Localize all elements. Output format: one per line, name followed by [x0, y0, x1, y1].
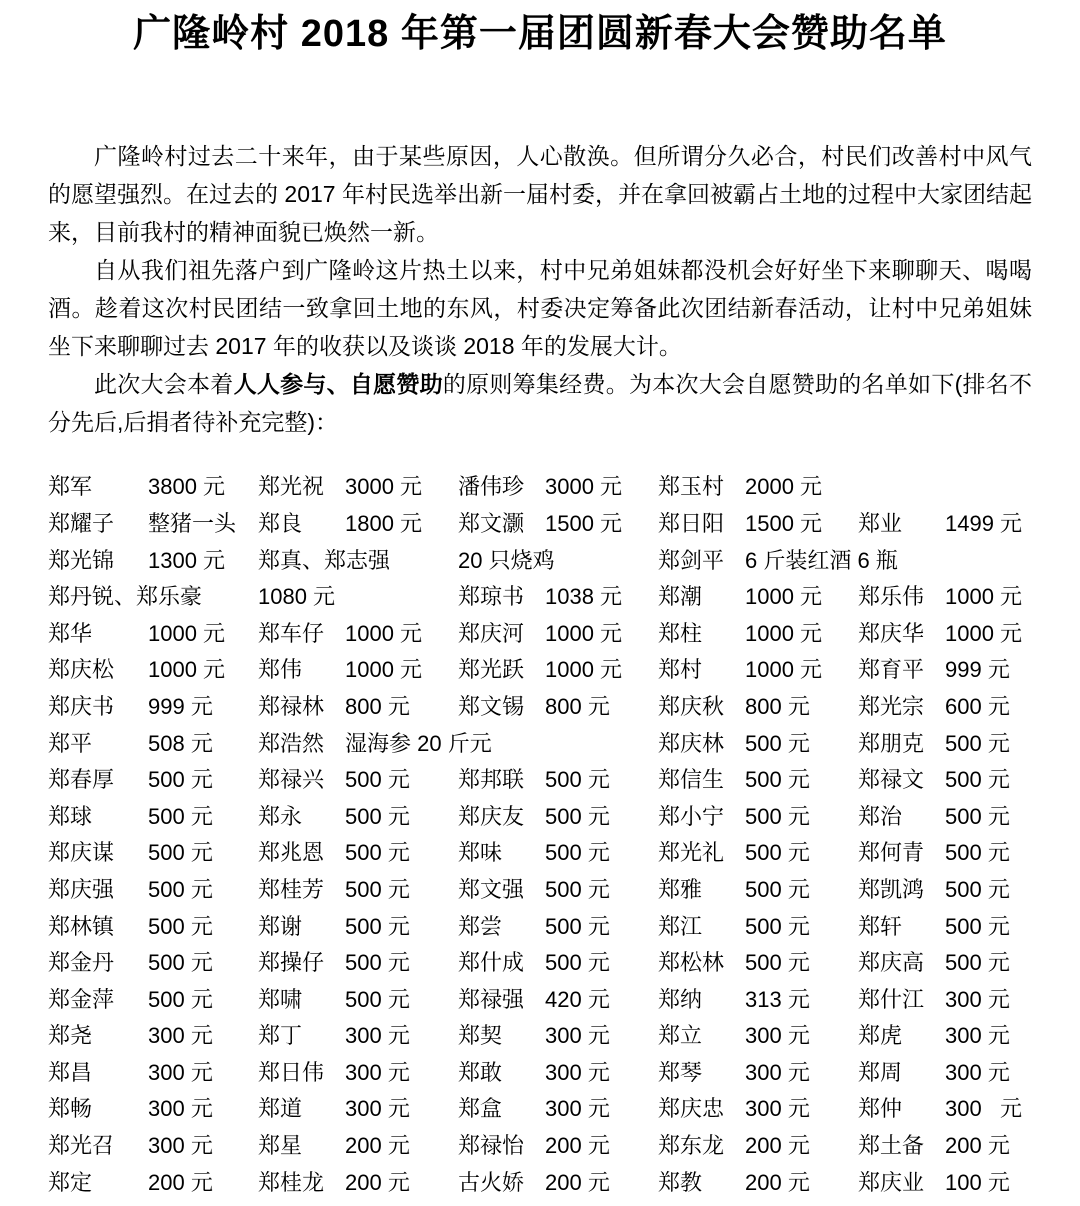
donor-name: 郑什江 [858, 986, 925, 1012]
donor-name: 郑什成 [458, 950, 525, 976]
donor-name: 郑操仔 [258, 950, 325, 976]
donor-name: 郑玉村 [658, 474, 725, 500]
donor-amount: 1000 元 [545, 657, 623, 683]
donor-amount: 300 元 [945, 1023, 1010, 1049]
donor-amount: 300 元 [345, 1059, 410, 1085]
donor-amount: 500 元 [545, 767, 610, 793]
donor-name: 郑良 [258, 510, 303, 536]
donor-amount: 6 斤装红酒 6 瓶 [745, 547, 898, 573]
donor-name: 郑小宁 [658, 803, 725, 829]
donor-name: 郑仲 [858, 1096, 903, 1122]
donor-name [858, 543, 945, 580]
table-row [48, 762, 1032, 799]
paragraph-3-bold-phrase: 人人参与、自愿赞助 [233, 371, 443, 398]
donor-amount: 200 元 [545, 1169, 610, 1195]
donor-amount: 300 元 [148, 1096, 213, 1122]
donor-amount: 500 元 [148, 950, 213, 976]
donor-name: 郑金萍 [48, 986, 115, 1012]
intro-paragraph-2: 自从我们祖先落户到广隆岭这片热土以来，村中兄弟姐妹都没机会好好坐下来聊聊天、喝喝酒。趁着这次村民团结一致拿回土地的东风，村委决定筹备此次团结新春活动，让村中兄弟姐妹坐下来聊聊过去 2017 年的收获以及谈谈 2018 年的发展大计。 [48, 257, 1032, 360]
table-row [48, 872, 1032, 909]
donor-amount [345, 543, 458, 580]
donor-amount: 300 元 [148, 1133, 213, 1159]
donor-name: 郑禄林 [258, 693, 325, 719]
donor-amount: 500 元 [345, 986, 410, 1012]
donor-amount: 3000 元 [345, 474, 423, 500]
donor-amount: 800 元 [545, 693, 610, 719]
donor-name: 郑尝 [458, 913, 503, 939]
table-row [48, 1018, 1032, 1055]
donor-amount: 200 元 [345, 1133, 410, 1159]
donor-amount: 100 元 [945, 1169, 1010, 1195]
donor-amount: 500 元 [148, 913, 213, 939]
donor-amount: 500 元 [545, 840, 610, 866]
donor-amount: 500 元 [745, 876, 810, 902]
donor-amount: 600 元 [945, 693, 1010, 719]
donor-name: 郑光祝 [258, 474, 325, 500]
donor-amount: 3800 元 [148, 474, 226, 500]
donor-amount: 500 元 [745, 767, 810, 793]
donor-name: 郑村 [658, 657, 703, 683]
donor-amount: 湿海参 20 斤元 [345, 730, 492, 756]
donor-name: 郑兆恩 [258, 840, 325, 866]
donor-name: 郑虎 [858, 1023, 903, 1049]
donor-amount: 1000 元 [945, 584, 1023, 610]
donor-name: 郑日伟 [258, 1059, 325, 1085]
donor-name: 郑轩 [858, 913, 903, 939]
donor-amount: 500 元 [148, 803, 213, 829]
donor-amount: 1000 元 [345, 657, 423, 683]
donor-name: 郑朋克 [858, 730, 925, 756]
donor-amount: 300 元 [745, 1059, 810, 1085]
table-row [48, 945, 1032, 982]
donor-name: 郑平 [48, 730, 93, 756]
donor-name: 郑庆松 [48, 657, 115, 683]
donor-amount: 1500 元 [545, 510, 623, 536]
donor-table [0, 469, 1080, 1201]
donor-name: 郑味 [458, 840, 503, 866]
donor-name: 郑金丹 [48, 950, 115, 976]
donor-name: 郑信生 [658, 767, 725, 793]
donor-name: 郑浩然 [258, 730, 325, 756]
donor-name: 郑庆高 [858, 950, 925, 976]
donor-amount: 500 元 [745, 950, 810, 976]
donor-name: 郑纳 [658, 986, 703, 1012]
donor-amount: 500 元 [545, 950, 610, 976]
donor-amount: 2000 元 [745, 474, 823, 500]
donor-amount: 200 元 [148, 1169, 213, 1195]
donor-name: 1080 元 [258, 584, 336, 610]
donor-name: 郑治 [858, 803, 903, 829]
donor-name: 郑庆友 [458, 803, 525, 829]
donor-amount [545, 726, 658, 763]
donor-name: 郑庆忠 [658, 1096, 725, 1122]
table-row [48, 506, 1032, 543]
donor-amount: 1300 元 [148, 547, 226, 573]
donor-name: 郑业 [858, 510, 903, 536]
donor-name: 郑光跃 [458, 657, 525, 683]
donor-name: 郑丹锐、郑乐豪 [48, 584, 203, 610]
donor-amount: 1000 元 [745, 584, 823, 610]
donor-amount: 1000 元 [345, 620, 423, 646]
donor-name: 郑日阳 [658, 510, 725, 536]
donor-name [458, 726, 545, 763]
donor-name: 郑凯鸿 [858, 876, 925, 902]
donor-name: 郑土备 [858, 1133, 925, 1159]
donor-amount: 200 元 [545, 1133, 610, 1159]
donor-name: 郑庆林 [658, 730, 725, 756]
donor-amount: 500 元 [745, 730, 810, 756]
table-row [48, 652, 1032, 689]
donor-name: 郑立 [658, 1023, 703, 1049]
donor-name: 郑光锦 [48, 547, 115, 573]
donor-name: 郑文锡 [458, 693, 525, 719]
table-row [48, 982, 1032, 1019]
donor-amount: 500 元 [945, 876, 1010, 902]
donor-name: 郑桂龙 [258, 1169, 325, 1195]
table-row [48, 579, 1032, 616]
donor-amount: 500 元 [945, 803, 1010, 829]
donor-name: 郑琼书 [458, 584, 525, 610]
donor-amount: 整猪一头 [148, 510, 237, 536]
donor-name: 20 只烧鸡 [458, 547, 555, 573]
donor-name [858, 469, 945, 506]
donor-amount: 200 元 [945, 1133, 1010, 1159]
table-row [48, 726, 1032, 763]
page-title: 广隆岭村 2018 年第一届团圆新春大会赞助名单 [133, 13, 947, 55]
donor-amount: 300 元 [945, 986, 1010, 1012]
donor-amount: 800 元 [345, 693, 410, 719]
donor-amount: 500 元 [148, 840, 213, 866]
donor-name: 郑雅 [658, 876, 703, 902]
donor-amount: 500 元 [345, 950, 410, 976]
donor-name: 郑春厚 [48, 767, 115, 793]
donor-amount: 300 元 [148, 1023, 213, 1049]
donor-name: 郑军 [48, 474, 93, 500]
donor-amount: 500 元 [345, 876, 410, 902]
donor-amount: 200 元 [345, 1169, 410, 1195]
donor-amount: 420 元 [545, 986, 610, 1012]
donor-amount: 1800 元 [345, 510, 423, 536]
donor-name: 郑华 [48, 620, 93, 646]
donor-amount: 500 元 [545, 913, 610, 939]
donor-amount: 1000 元 [148, 620, 226, 646]
donor-name: 郑潮 [658, 584, 703, 610]
donor-amount: 300 元 [345, 1096, 410, 1122]
donor-amount: 1038 元 [545, 584, 623, 610]
donor-amount: 500 元 [545, 876, 610, 902]
table-row [48, 799, 1032, 836]
donor-amount: 1000 元 [745, 620, 823, 646]
donor-name: 郑谢 [258, 913, 303, 939]
donor-amount: 500 元 [745, 840, 810, 866]
donor-amount: 500 元 [148, 876, 213, 902]
donor-amount: 500 元 [148, 986, 213, 1012]
donor-name: 郑庆强 [48, 876, 115, 902]
donor-amount: 500 元 [345, 803, 410, 829]
donor-name: 郑禄文 [858, 767, 925, 793]
donor-name: 郑禄强 [458, 986, 525, 1012]
donor-amount: 500 元 [345, 767, 410, 793]
donor-name: 潘伟珍 [458, 474, 525, 500]
donor-amount: 500 元 [945, 767, 1010, 793]
table-row [48, 1055, 1032, 1092]
donor-amount: 500 元 [345, 913, 410, 939]
donor-name: 郑真、郑志强 [258, 547, 391, 573]
donor-name: 郑球 [48, 803, 93, 829]
donor-name: 郑啸 [258, 986, 303, 1012]
donor-name: 郑育平 [858, 657, 925, 683]
donor-name: 郑尧 [48, 1023, 93, 1049]
donor-amount: 1000 元 [745, 657, 823, 683]
table-row [48, 616, 1032, 653]
donor-amount: 500 元 [148, 767, 213, 793]
table-row [48, 543, 1032, 580]
donor-name: 郑松林 [658, 950, 725, 976]
table-row [48, 689, 1032, 726]
donor-amount: 500 元 [945, 950, 1010, 976]
donor-name: 郑桂芳 [258, 876, 325, 902]
donor-amount: 300 元 [545, 1023, 610, 1049]
donor-amount: 500 元 [945, 913, 1010, 939]
donor-amount: 300 元 [545, 1096, 610, 1122]
intro-section [0, 137, 1080, 441]
donor-name: 郑光召 [48, 1133, 115, 1159]
donor-amount: 1499 元 [945, 510, 1023, 536]
donor-name: 郑何青 [858, 840, 925, 866]
donor-amount: 1000 元 [545, 620, 623, 646]
donor-name: 郑昌 [48, 1059, 93, 1085]
donor-amount: 500 元 [545, 803, 610, 829]
donor-name: 郑车仔 [258, 620, 325, 646]
donor-name: 郑畅 [48, 1096, 93, 1122]
donor-name: 郑柱 [658, 620, 703, 646]
donor-name: 郑剑平 [658, 547, 725, 573]
donor-name: 郑江 [658, 913, 703, 939]
donor-name: 郑契 [458, 1023, 503, 1049]
donor-amount: 508 元 [148, 730, 213, 756]
donor-name: 郑庆谋 [48, 840, 115, 866]
table-row [48, 1091, 1032, 1128]
table-row [48, 469, 1032, 506]
donor-name: 郑琴 [658, 1059, 703, 1085]
intro-paragraph-3 [48, 365, 1032, 441]
donor-amount [545, 543, 658, 580]
donor-name: 古火娇 [458, 1169, 525, 1195]
donor-amount: 300 元 [545, 1059, 610, 1085]
table-row [48, 1128, 1032, 1165]
donor-amount [345, 579, 458, 616]
donor-name: 郑东龙 [658, 1133, 725, 1159]
donor-name: 郑教 [658, 1169, 703, 1195]
donor-name: 郑光礼 [658, 840, 725, 866]
donor-name: 郑邦联 [458, 767, 525, 793]
donor-amount: 300 元 [745, 1023, 810, 1049]
donor-name: 郑庆书 [48, 693, 115, 719]
donor-name: 郑定 [48, 1169, 93, 1195]
donor-amount: 3000 元 [545, 474, 623, 500]
paragraph-3-text-post: 的原则筹集经费。为本次大会自愿赞助的名单如下(排名不分先后,后捐者待补充完整)： [48, 371, 1033, 436]
donor-amount: 300 元 [148, 1059, 213, 1085]
donor-amount: 500 元 [945, 730, 1010, 756]
donor-amount: 999 元 [148, 693, 213, 719]
donor-name: 郑林镇 [48, 913, 115, 939]
donor-amount: 300 元 [745, 1096, 810, 1122]
donor-amount [945, 469, 1032, 506]
donor-name: 郑伟 [258, 657, 303, 683]
donor-name: 郑乐伟 [858, 584, 925, 610]
donor-amount: 1000 元 [148, 657, 226, 683]
donor-name: 郑周 [858, 1059, 903, 1085]
donor-amount: 313 元 [745, 986, 810, 1012]
donor-name: 郑禄怡 [458, 1133, 525, 1159]
donor-amount: 1000 元 [945, 620, 1023, 646]
donor-name: 郑敢 [458, 1059, 503, 1085]
donor-name: 郑永 [258, 803, 303, 829]
donor-name: 郑禄兴 [258, 767, 325, 793]
donor-name: 郑丁 [258, 1023, 303, 1049]
table-row [48, 909, 1032, 946]
donor-name: 郑庆华 [858, 620, 925, 646]
donor-name: 郑庆河 [458, 620, 525, 646]
donor-name: 郑星 [258, 1133, 303, 1159]
donor-amount: 300 元 [945, 1059, 1010, 1085]
donor-amount: 300 元 [345, 1023, 410, 1049]
donor-name: 郑耀子 [48, 510, 115, 536]
donor-amount [148, 579, 258, 616]
donor-amount: 500 元 [745, 913, 810, 939]
donor-name: 郑盒 [458, 1096, 503, 1122]
donor-amount: 500 元 [345, 840, 410, 866]
donor-amount: 800 元 [745, 693, 810, 719]
donor-name: 郑光宗 [858, 693, 925, 719]
donor-amount: 999 元 [945, 657, 1010, 683]
intro-paragraph-1: 广隆岭村过去二十来年，由于某些原因，人心散涣。但所谓分久必合，村民们改善村中风气的愿望强烈。在过去的 2017 年村民选举出新一届村委，并在拿回被霸占土地的过程中大家团结起来，目前我村的精神面貌已焕然一新。 [48, 143, 1032, 246]
donor-name: 郑文强 [458, 876, 525, 902]
table-row [48, 1165, 1032, 1202]
donor-name: 郑道 [258, 1096, 303, 1122]
donor-amount: 500 元 [945, 840, 1010, 866]
donor-amount: 300 元 [945, 1096, 1023, 1122]
donor-name: 郑庆业 [858, 1169, 925, 1195]
donor-amount: 200 元 [745, 1169, 810, 1195]
donor-name: 郑文灏 [458, 510, 525, 536]
table-row [48, 835, 1032, 872]
donor-name: 郑庆秋 [658, 693, 725, 719]
donor-amount: 1500 元 [745, 510, 823, 536]
donor-amount: 500 元 [745, 803, 810, 829]
paragraph-3-text-pre: 此次大会本着 [94, 371, 234, 398]
donor-amount [945, 543, 1032, 580]
donor-amount: 200 元 [745, 1133, 810, 1159]
